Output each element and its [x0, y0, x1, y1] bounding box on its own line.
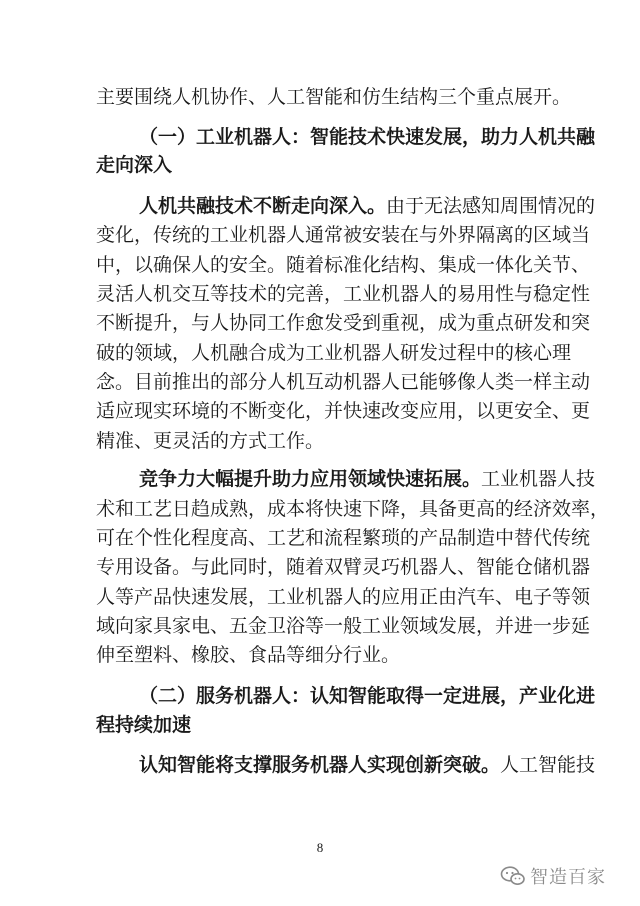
page-number: 8 [316, 840, 324, 855]
text-line: 精准、更灵活的方式工作。 [96, 430, 325, 452]
section-heading: （二）服务机器人：认知智能取得一定进展，产业化进 [139, 685, 596, 707]
paragraph-first-line [139, 466, 596, 492]
text-line: 中，以确保人的安全。随着标准化结构、集成一体化关节、 [96, 254, 591, 276]
paragraph-text: 工业机器人技 [481, 468, 596, 490]
section-heading-continued: 程持续加速 [96, 714, 192, 736]
text-line: 不断提升，与人协同工作愈发受到重视，成为重点研发和突 [96, 312, 591, 334]
text-line: 念。目前推出的部分人机互动机器人已能够像人类一样主动 [96, 371, 591, 393]
text-line: 主要围绕人机协作、人工智能和仿生结构三个重点展开。 [96, 86, 572, 108]
text-line: 破的领域，人机融合成为工业机器人研发过程中的核心理 [96, 342, 572, 364]
paragraph-first-line [139, 752, 596, 778]
watermark-text: 智造百家 [530, 867, 606, 888]
section-heading: （一）工业机器人：智能技术快速发展，助力人机共融 [139, 126, 596, 148]
text-line: 人等产品快速发展，工业机器人的应用正由汽车、电子等领 [96, 586, 591, 608]
text-line: 伸至塑料、橡胶、食品等细分行业。 [96, 644, 401, 666]
watermark [500, 862, 606, 890]
text-line: 专用设备。与此同时，随着双臂灵巧机器人、智能仓储机器 [96, 556, 591, 578]
text-line: 可在个性化程度高、工艺和流程繁琐的产品制造中替代传统 [96, 527, 591, 549]
text-line: 域向家具家电、五金卫浴等一般工业领域发展，并进一步延 [96, 615, 591, 637]
paragraph-text: 人工智能技 [500, 754, 596, 776]
text-line: 术和工艺日趋成熟，成本将快速下降，具备更高的经济效率， [96, 498, 610, 520]
text-line: 变化，传统的工业机器人通常被安装在与外界隔离的区域当 [96, 224, 591, 246]
paragraph-text: 由于无法感知周围情况的 [386, 195, 596, 217]
bold-lead-sentence: 认知智能将支撑服务机器人实现创新突破。 [139, 754, 501, 776]
paragraph-first-line [139, 193, 596, 219]
section-heading-continued: 走向深入 [96, 154, 173, 176]
wechat-official-account-icon [500, 865, 526, 887]
bold-lead-sentence: 人机共融技术不断走向深入。 [139, 195, 387, 217]
bold-lead-sentence: 竞争力大幅提升助力应用领域快速拓展。 [139, 468, 482, 490]
text-line: 灵活人机交互等技术的完善，工业机器人的易用性与稳定性 [96, 283, 591, 305]
text-line: 适应现实环境的不断变化，并快速改变应用，以更安全、更 [96, 400, 591, 422]
